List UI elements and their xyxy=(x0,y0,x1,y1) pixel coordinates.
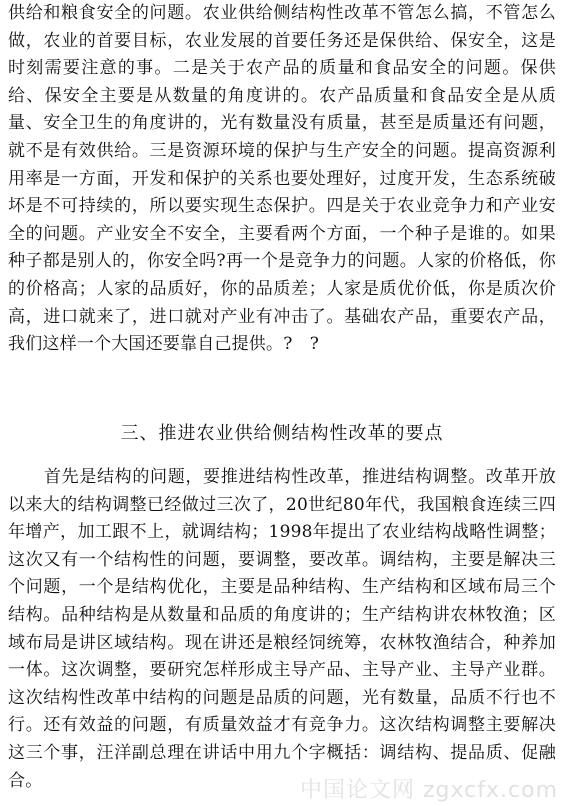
body-paragraph-2: 首先是结构的问题，要推进结构性改革，推进结构调整。改革开放以来大的结构调整已经做过三次了，20世纪80年代，我国粮食连续三四年增产，加工跟不上，就调结构；1998年提出了农业结构战略性调整；这次又有一个结构性的问题，要调整，要改革。调结构，主要是解决三个问题，一个是结构优化，主要是品种结构、生产结构和区域布局三个结构。品种结构是从数量和品质的角度讲的；生产结构讲农林牧渔；区域布局是讲区域结构。现在讲还是粮经饲统筹，农林牧渔结合，种养加一体。这次调整，要研究怎样形成主导产品、主导产业、主导产业群。这次结构性改革中结构的问题是品质的问题，光有数量，品质不行也不行。还有效益的问题，有质量效益才有竞争力。这次结构调整主要解决这三个事，汪洋副总理在讲话中用九个字概括：调结构、提品质、促融合。 xyxy=(8,467,556,791)
body-paragraph-1: 供给和粮食安全的问题。农业供给侧结构性改革不管怎么搞，不管怎么做，农业的首要目标，农业发展的首要任务还是保供给、保安全，这是时刻需要注意的事。二是关于农产品的质量和食品安全的问题。保供给、保安全主要是从数量的角度讲的。农产品质量和食品安全是从质量、安全卫生的角度讲的，光有数量没有质量，甚至是质量还有问题，就不是有效供给。三是资源环境的保护与生产安全的问题。提高资源利用率是一方面，开发和保护的关系也要处理好，过度开发，生态系统破坏是不可持续的，所以要实现生态保护。四是关于农业竞争力和产业安全的问题。产业安全不安全，主要看两个方面，一个种子是谁的。如果种子都是别人的，你安全吗?再一个是竞争力的问题。人家的价格低，你的价格高；人家的品质好，你的品质差；人家是质优价低，你是质次价高，进口就来了，进口就对产业有冲击了。基础农产品，重要农产品，我们这样一个大国还要靠自己提供。? ? xyxy=(8,3,556,355)
site-watermark: 中国论文网 zgxcfx.com xyxy=(300,778,558,803)
section-heading: 三、推进农业供给侧结构性改革的要点 xyxy=(120,423,444,444)
